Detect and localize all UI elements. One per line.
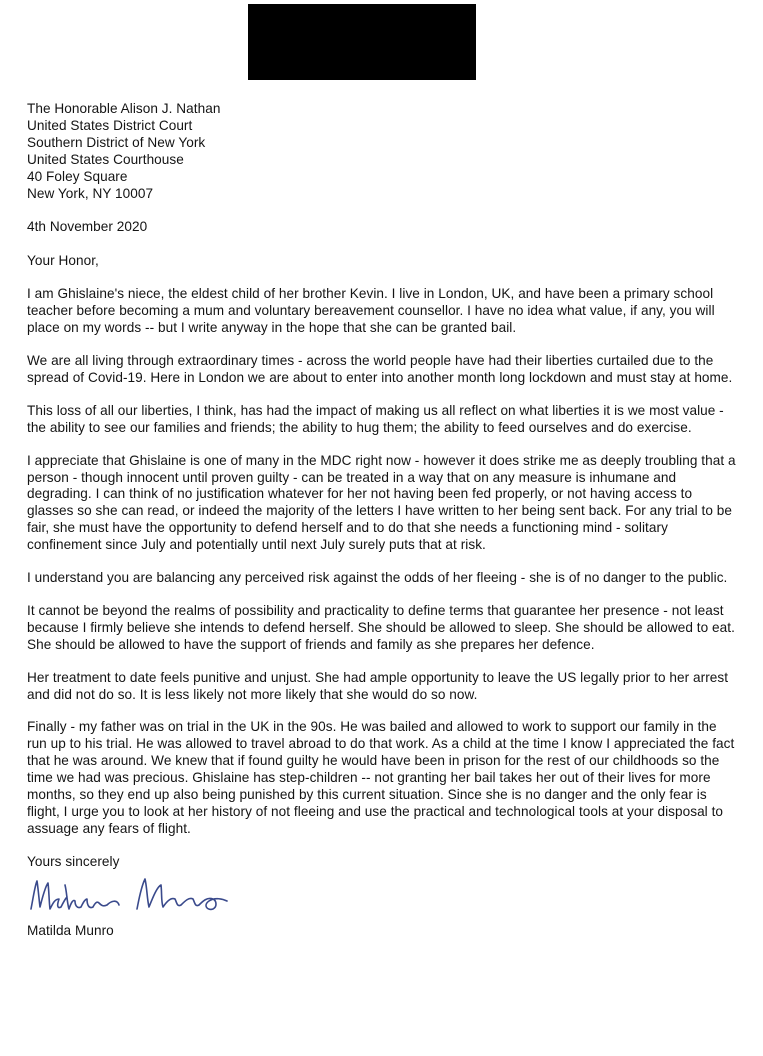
paragraph: Her treatment to date feels punitive and unjust. She had ample opportunity to leave the US legally prior to her arrest and did not do so. It is less likely not more likely that she would do so now. <box>27 669 729 702</box>
paragraph: This loss of all our liberties, I think, has had the impact of making us all reflect on what liberties it is we most value - the ability to see our families and friends; the ability to hug them; the ability to feed ourselves and do exercise. <box>27 402 724 435</box>
letter-date: 4th November 2020 <box>27 219 148 235</box>
recipient-address <box>27 101 739 202</box>
closing: Yours sincerely <box>27 853 120 869</box>
paragraph: It cannot be beyond the realms of possibility and practicality to define terms that guarantee her presence - not least because I firmly believe she intends to defend herself. She should be allowed to sleep. She should be allowed to eat. She should be allowed to have the support of friends and family as she prepares her defence. <box>27 602 735 652</box>
address-line: Southern District of New York <box>27 134 206 150</box>
salutation: Your Honor, <box>27 253 99 269</box>
paragraph: I am Ghislaine's niece, the eldest child of her brother Kevin. I live in London, UK, and have been a primary school teacher before becoming a mum and voluntary bereavement counsellor. I have no idea what value, if any, you will place on my words -- but I write anyway in the hope that she can be granted bail. <box>27 286 715 336</box>
address-line: The Honorable Alison J. Nathan <box>27 101 221 116</box>
paragraph: I appreciate that Ghislaine is one of many in the MDC right now - however it does strike me as deeply troubling that a person - though innocent until proven guilty - can be treated in a way that on any measure is inhumane and degrading. I can think of no justification whatever for her not having been fed properly, or not having access to glasses so she can read, or indeed the majority of the letters I have written to her being sent back. For any trial to be fair, she must have the opportunity to defend herself and to do that she needs a functioning mind - solitary confinement since July and potentially until next July surely puts that at risk. <box>27 452 736 553</box>
signer-name: Matilda Munro <box>27 922 114 938</box>
address-line: 40 Foley Square <box>27 168 128 184</box>
address-line: New York, NY 10007 <box>27 185 154 201</box>
redaction-block <box>248 4 476 80</box>
handwritten-signature <box>27 873 247 921</box>
paragraph: I understand you are balancing any perceived risk against the odds of her fleeing - she is of no danger to the public. <box>27 570 728 586</box>
paragraph: Finally - my father was on trial in the UK in the 90s. He was bailed and allowed to work to support our family in the run up to his trial. He was allowed to travel abroad to do that work. As a child at the time I know I appreciated the fact that he was around. We knew that if found guilty he would have been in prison for the rest of our childhoods so the time we had was precious. Ghislaine has step-children -- not granting her bail takes her out of their lives for more months, so they end up also being punished by this current situation. Since she is no danger and the only fear is flight, I urge you to look at her history of not fleeing and use the practical and technological tools at your disposal to assuage any fears of flight. <box>27 719 735 836</box>
letter-body <box>27 101 739 940</box>
address-line: United States District Court <box>27 117 193 133</box>
paragraph: We are all living through extraordinary times - across the world people have had their liberties curtailed due to the spread of Covid-19. Here in London we are about to enter into another month long lockdown and must stay at home. <box>27 352 733 385</box>
address-line: United States Courthouse <box>27 151 184 167</box>
